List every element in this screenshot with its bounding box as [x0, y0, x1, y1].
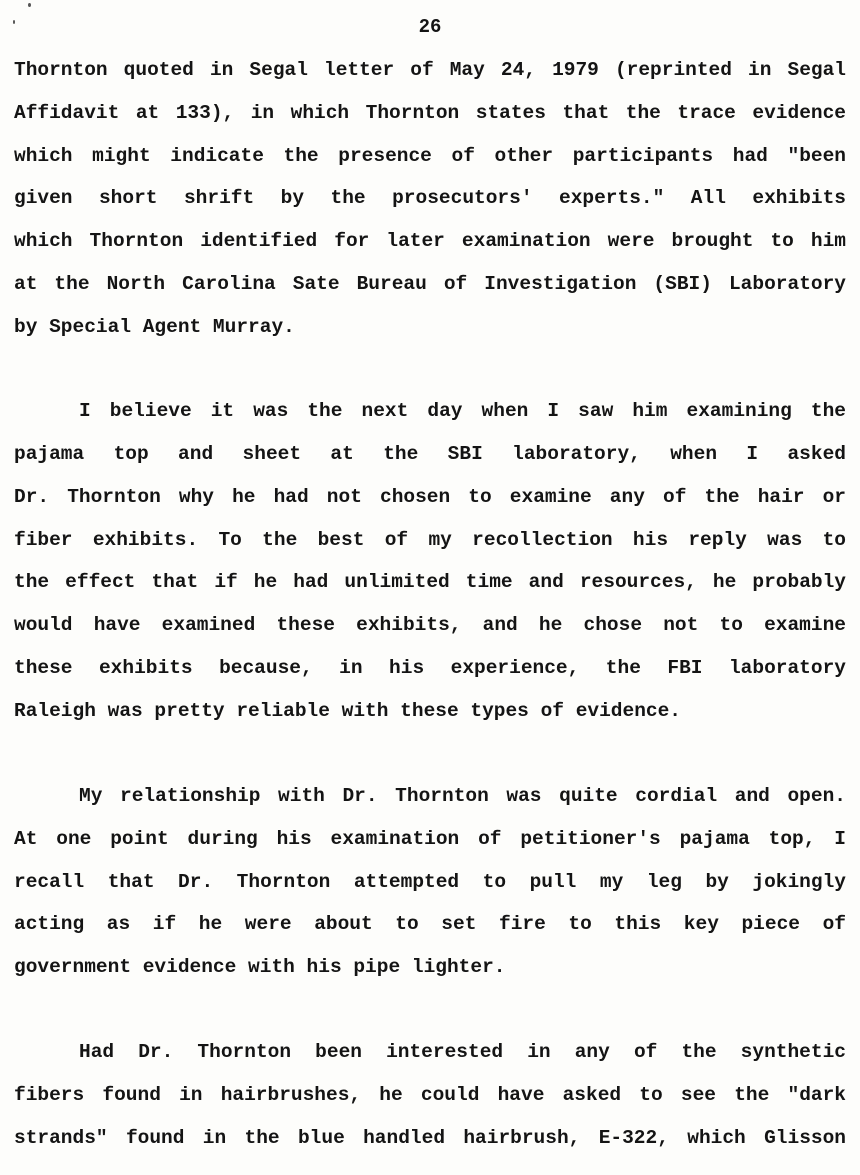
text-line: would have examined these exhibits, and he chose not to examine [14, 614, 846, 636]
text-line: these exhibits because, in his experience, the FBI laboratory [14, 657, 846, 679]
text-line: Affidavit at 133), in which Thornton states that the trace evidence [14, 102, 846, 124]
text-line: recall that Dr. Thornton attempted to pull my leg by jokingly [14, 871, 846, 893]
text-line: at the North Carolina Sate Bureau of Investigation (SBI) Laboratory [14, 273, 846, 295]
text-line: Dr. Thornton why he had not chosen to examine any of the hair or [14, 486, 846, 508]
text-line: My relationship with Dr. Thornton was quite cordial and open. [79, 785, 846, 807]
text-line: Had Dr. Thornton been interested in any of the synthetic [79, 1041, 846, 1063]
text-line: strands" found in the blue handled hairbrush, E-322, which Glisson [14, 1127, 846, 1149]
text-line: fibers found in hairbrushes, he could have asked to see the "dark [14, 1084, 846, 1106]
text-line: acting as if he were about to set fire to this key piece of [14, 913, 846, 935]
text-line: by Special Agent Murray. [14, 316, 295, 338]
text-line: which Thornton identified for later examination were brought to him [14, 230, 846, 252]
text-line: At one point during his examination of petitioner's pajama top, I [14, 828, 846, 850]
text-line: which might indicate the presence of other participants had "been [14, 145, 846, 167]
scan-speck [28, 3, 31, 7]
text-line: fiber exhibits. To the best of my recollection his reply was to [14, 529, 846, 551]
text-line: government evidence with his pipe lighter. [14, 956, 506, 978]
text-line: Raleigh was pretty reliable with these types of evidence. [14, 700, 682, 722]
text-line: given short shrift by the prosecutors' experts." All exhibits [14, 187, 846, 209]
text-line: I believe it was the next day when I saw him examining the [79, 400, 846, 422]
text-line: the effect that if he had unlimited time and resources, he probably [14, 571, 846, 593]
text-line: Thornton quoted in Segal letter of May 24, 1979 (reprinted in Segal [14, 59, 846, 81]
text-line: pajama top and sheet at the SBI laboratory, when I asked [14, 443, 846, 465]
page-number: 26 [418, 16, 442, 38]
